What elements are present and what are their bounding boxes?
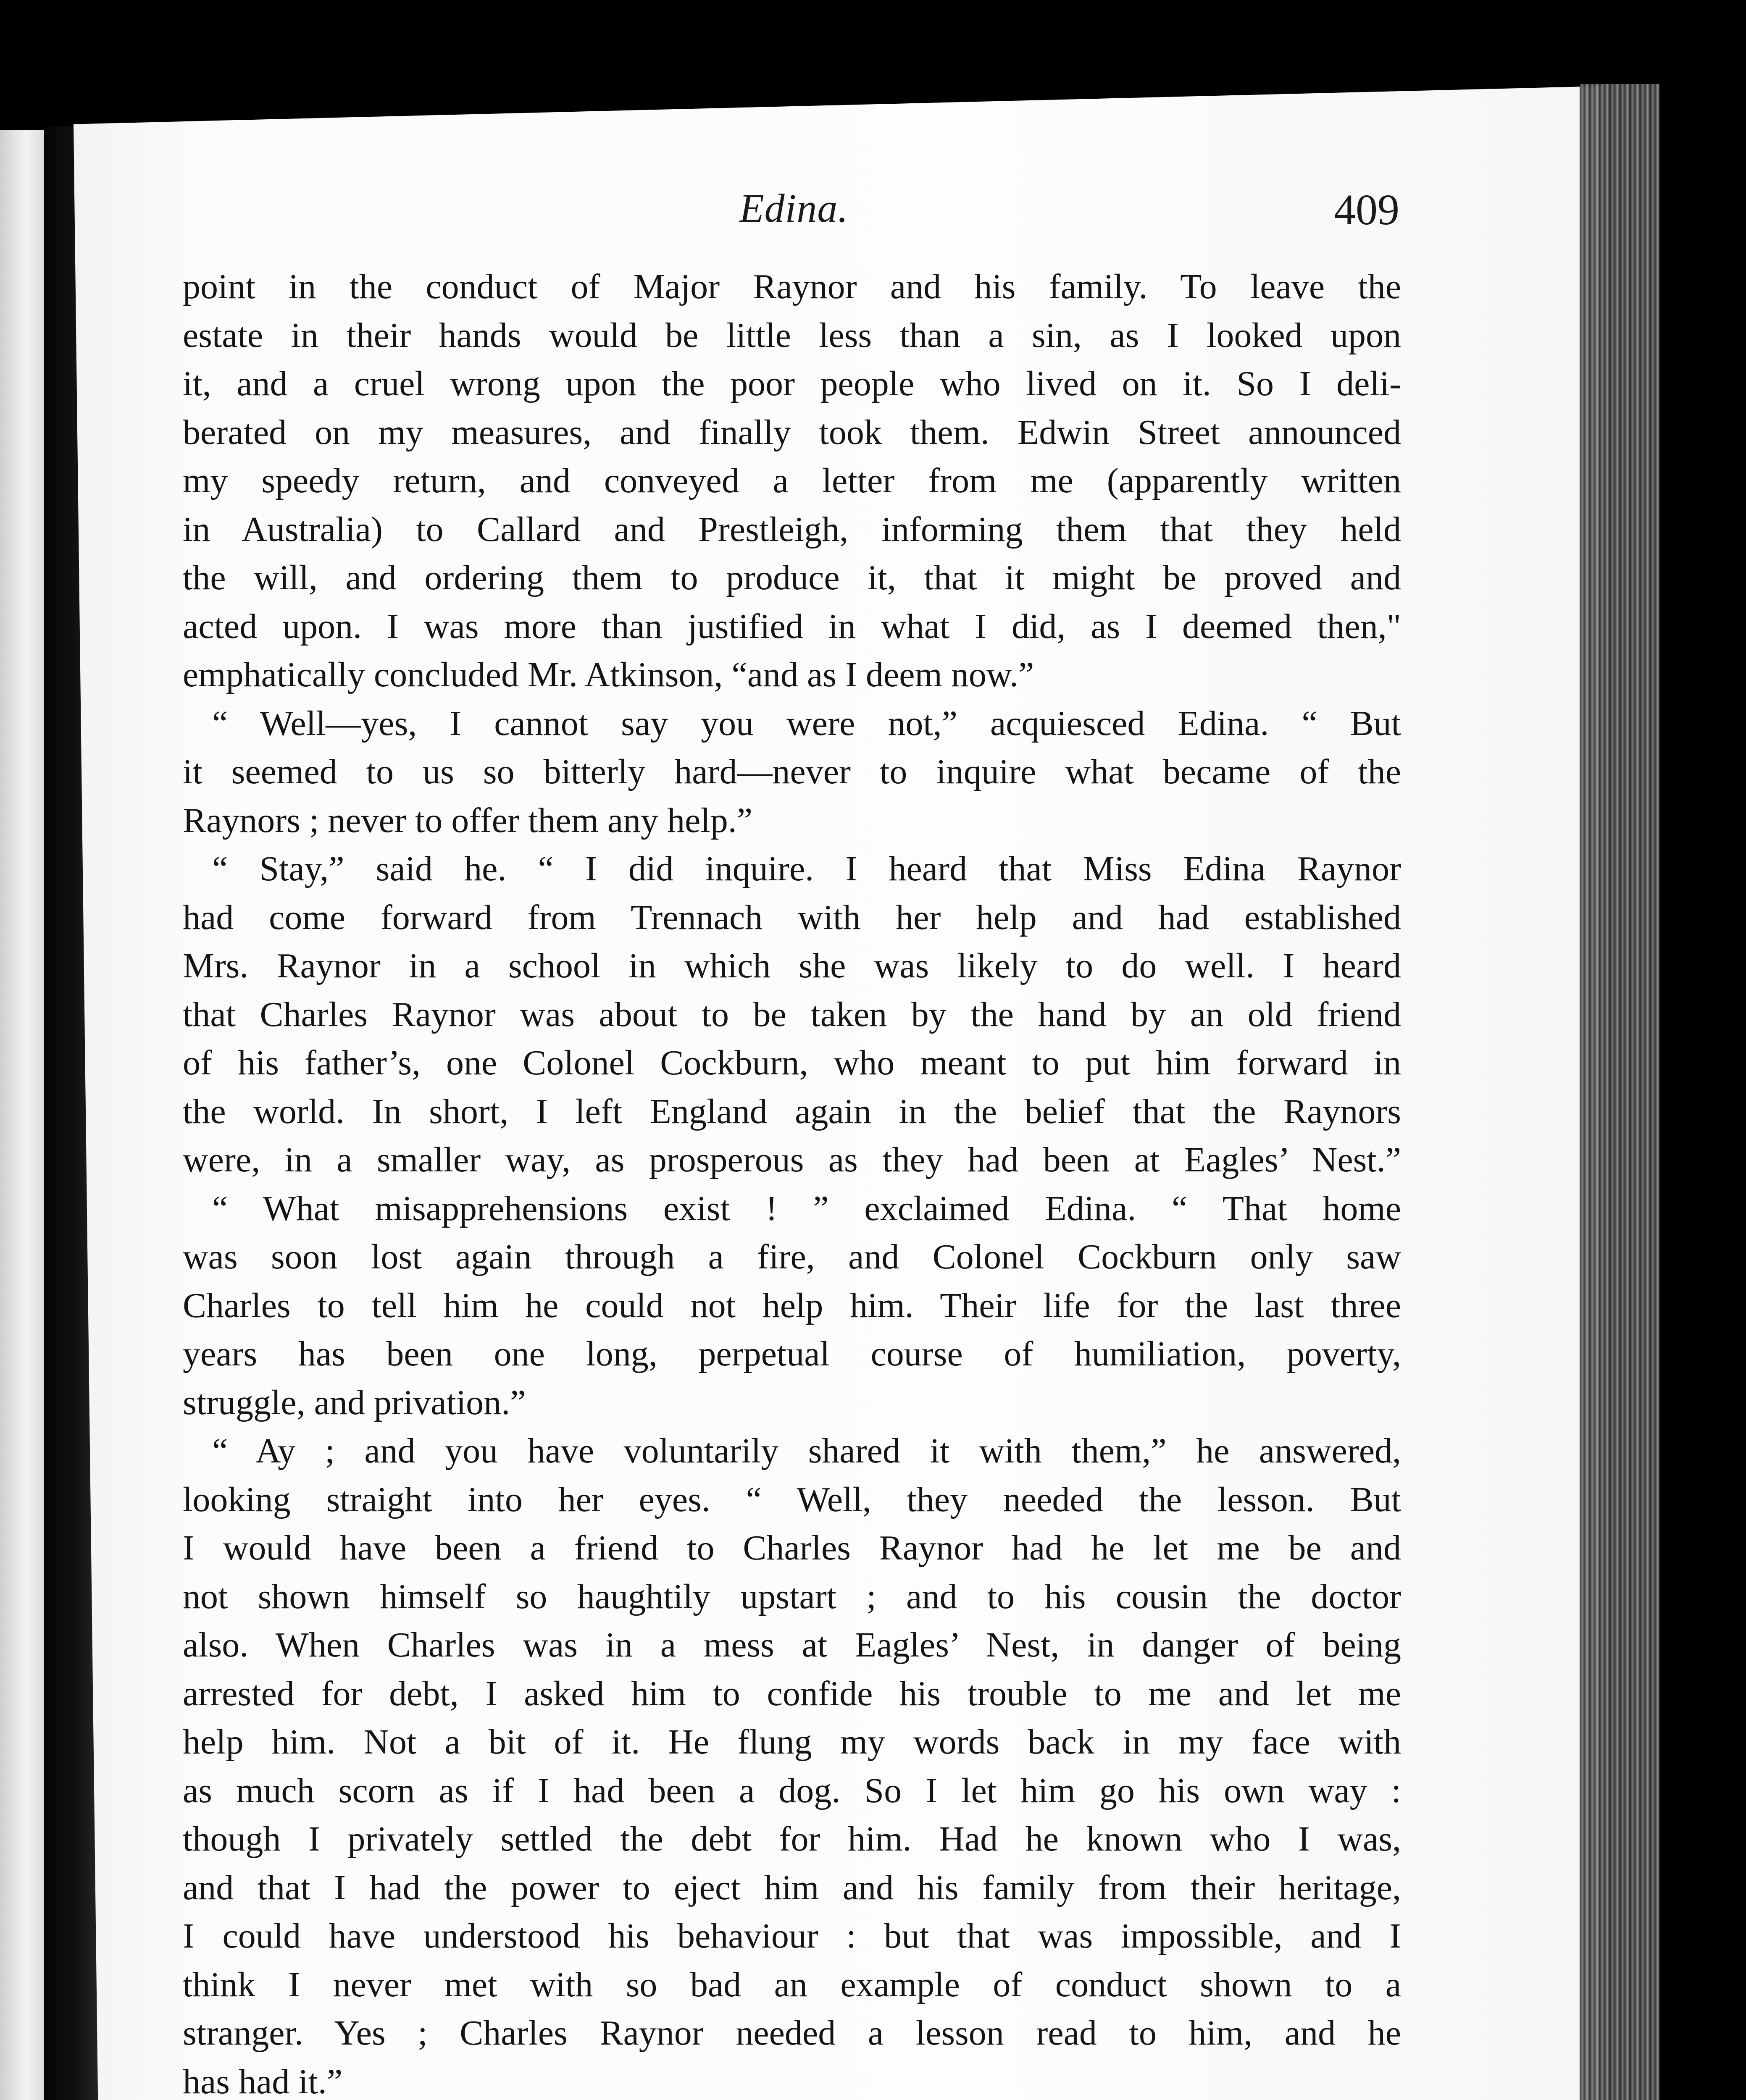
text-line: I would have been a friend to Charles Raynor had he let me be and	[183, 1528, 1401, 1567]
text-line: of his father’s, one Colonel Cockburn, who meant to put him forward in	[183, 1043, 1401, 1082]
text-line: that Charles Raynor was about to be taken by the hand by an old friend	[183, 995, 1401, 1034]
text-line: had come forward from Trennach with her help and had established	[183, 898, 1401, 937]
text-line: Mrs. Raynor in a school in which she was likely to do well. I heard	[183, 946, 1401, 985]
running-head: Edina.	[739, 186, 849, 231]
text-line: estate in their hands would be little less than a sin, as I looked upon	[183, 315, 1401, 355]
text-line: were, in a smaller way, as prosperous as they had been at Eagles’ Nest.”	[183, 1140, 1401, 1179]
text-line: not shown himself so haughtily upstart ; and to his cousin the doctor	[183, 1577, 1401, 1616]
text-line: years has been one long, perpetual course of humiliation, poverty,	[183, 1334, 1401, 1373]
text-line: arrested for debt, I asked him to confide his trouble to me and let me	[183, 1674, 1401, 1713]
text-line: emphatically concluded Mr. Atkinson, “and as I deem now.”	[183, 655, 1034, 694]
text-line: has had it.”	[183, 2062, 343, 2100]
text-line: looking straight into her eyes. “ Well, they needed the lesson. But	[183, 1480, 1401, 1519]
text-line: struggle, and privation.”	[183, 1383, 526, 1422]
body-text	[183, 262, 1401, 2100]
text-line: my speedy return, and conveyed a letter from me (apparently written	[183, 461, 1401, 500]
text-line: was soon lost again through a fire, and Colonel Cockburn only saw	[183, 1237, 1401, 1276]
page-stack-edge	[1580, 84, 1659, 2100]
text-line: it seemed to us so bitterly hard—never to inquire what became of the	[183, 752, 1401, 791]
text-line: in Australia) to Callard and Prestleigh, informing them that they held	[183, 509, 1401, 549]
page-number: 409	[1334, 186, 1399, 234]
text-line: “ Stay,” said he. “ I did inquire. I heard that Miss Edina Raynor	[212, 849, 1401, 888]
text-line: also. When Charles was in a mess at Eagles’ Nest, in danger of being	[183, 1625, 1401, 1664]
text-line: help him. Not a bit of it. He flung my words back in my face with	[183, 1722, 1401, 1761]
text-line: “ Ay ; and you have voluntarily shared it with them,” he answered,	[212, 1431, 1401, 1470]
left-page-edge	[0, 130, 44, 2100]
text-line: point in the conduct of Major Raynor and his family. To leave the	[183, 267, 1401, 306]
text-line: stranger. Yes ; Charles Raynor needed a lesson read to him, and he	[183, 2013, 1401, 2053]
text-line: think I never met with so bad an example of conduct shown to a	[183, 1965, 1401, 2004]
text-line: Charles to tell him he could not help him. Their life for the last three	[183, 1286, 1401, 1325]
text-line: the world. In short, I left England again in the belief that the Raynors	[183, 1092, 1401, 1131]
text-line: I could have understood his behaviour : but that was impossible, and I	[183, 1916, 1401, 1956]
text-line: it, and a cruel wrong upon the poor people who lived on it. So I deli-	[183, 364, 1401, 403]
text-line: Raynors ; never to offer them any help.”	[183, 801, 753, 840]
text-line: and that I had the power to eject him and his family from their heritage,	[183, 1868, 1401, 1907]
text-line: the will, and ordering them to produce it, that it might be proved and	[183, 558, 1401, 597]
text-line: “ Well—yes, I cannot say you were not,” acquiesced Edina. “ But	[212, 704, 1401, 743]
text-line: acted upon. I was more than justified in what I did, as I deemed then,"	[183, 606, 1401, 646]
text-line: berated on my measures, and finally took them. Edwin Street announced	[183, 412, 1401, 452]
text-line: “ What misapprehensions exist ! ” exclaimed Edina. “ That home	[212, 1189, 1401, 1228]
text-line: though I privately settled the debt for him. Had he known who I was,	[183, 1819, 1401, 1858]
text-line: as much scorn as if I had been a dog. So I let him go his own way :	[183, 1771, 1401, 1810]
